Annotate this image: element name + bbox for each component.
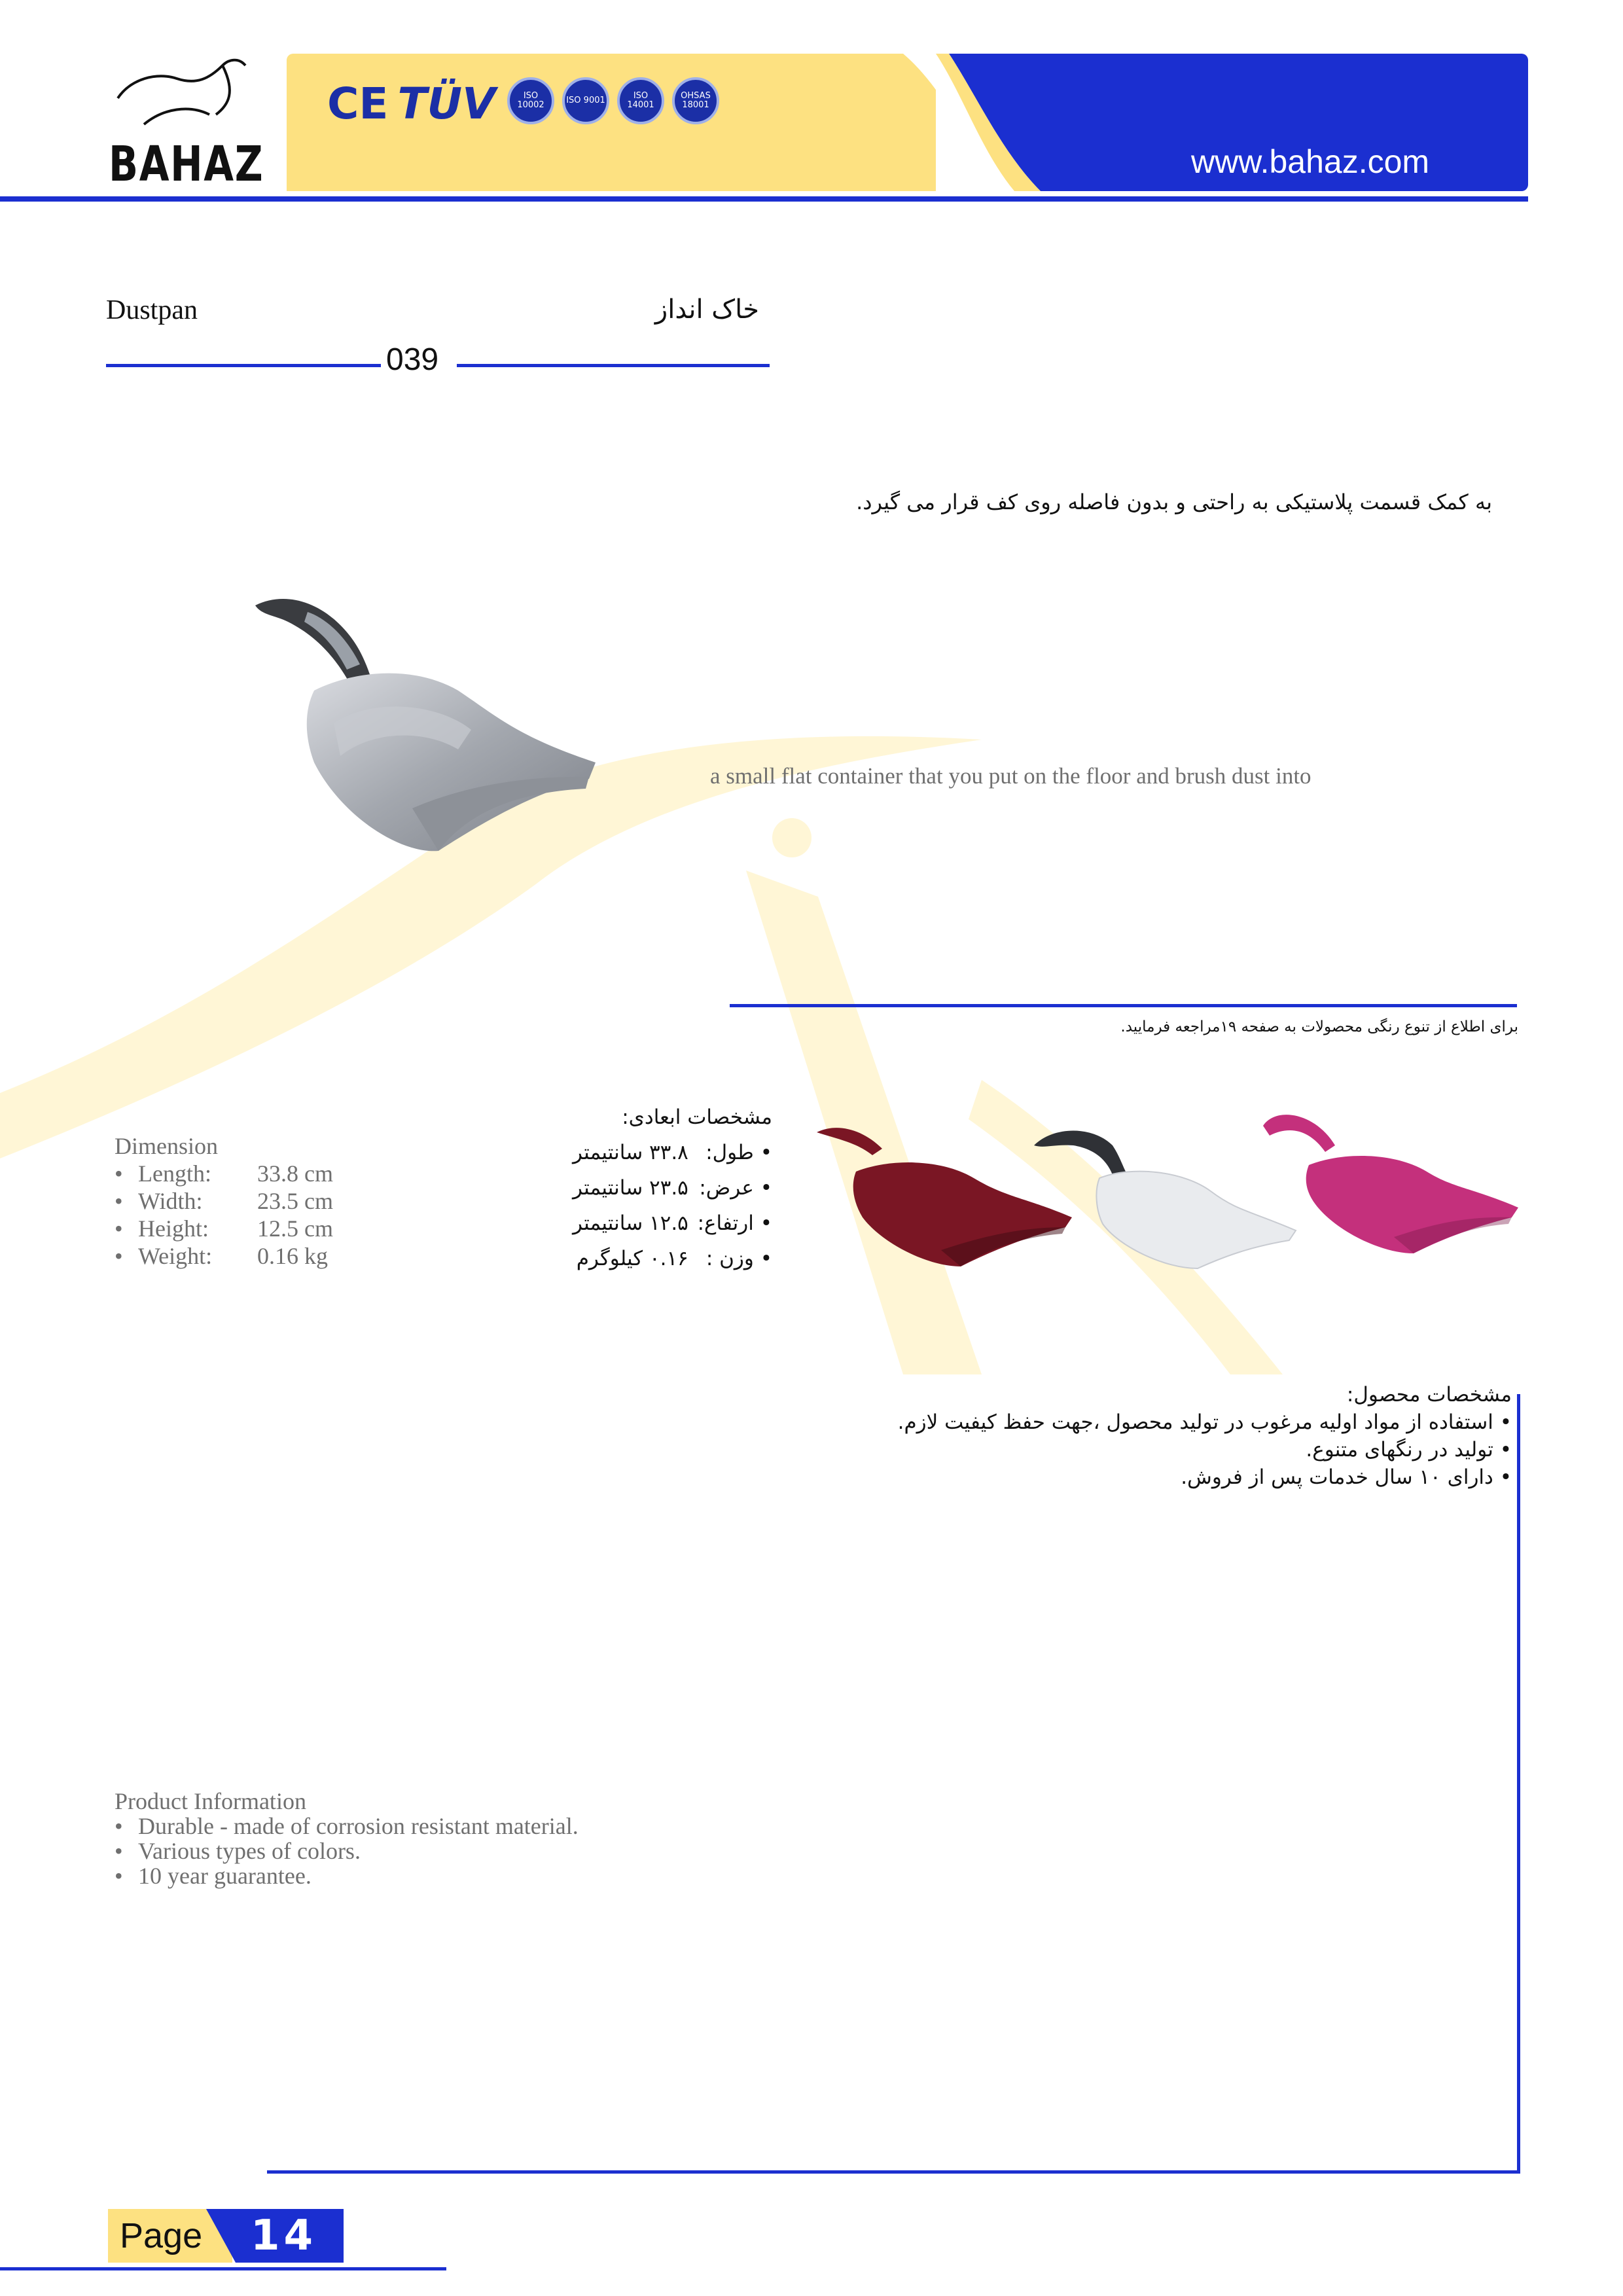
header-blue-curve — [936, 54, 1054, 191]
color-variant-pink — [1250, 1106, 1525, 1257]
info-vertical-rule — [1517, 1394, 1520, 2173]
description-en: a small flat container that you put on the floor and brush dust into — [710, 763, 1311, 789]
product-name-fa: خاک انداز — [654, 295, 759, 325]
info-en-title: Product Information — [115, 1788, 306, 1814]
ohsas-18001-badge-icon: OHSAS 18001 — [672, 77, 719, 124]
description-fa: به کمک قسمت پلاستیکی به راحتی و بدون فاصله روی کف قرار می گیرد. — [856, 490, 1492, 514]
dimension-fa-title: مشخصات ابعادی: — [622, 1105, 772, 1129]
dimension-fa-row-length: • طول:۳۳.۸ سانتیمتر — [573, 1141, 772, 1164]
dimension-en-title: Dimension — [115, 1133, 218, 1159]
color-section-rule — [730, 1004, 1517, 1007]
dustpan-image — [242, 592, 609, 867]
tuv-mark: TÜV — [397, 78, 496, 129]
info-fa-item: • تولید در رنگهای متنوع. — [1306, 1438, 1512, 1462]
dimension-fa — [510, 1100, 772, 1276]
brand-logo — [105, 52, 262, 193]
page-number: 14 — [251, 2212, 317, 2260]
info-fa-item: • استفاده از مواد اولیه مرغوب در تولید محصول ،جهت حفظ کیفیت لازم. — [897, 1410, 1512, 1434]
page-label: Page — [120, 2216, 203, 2255]
info-fa-title: مشخصات محصول: — [1346, 1383, 1512, 1407]
info-fa — [753, 1381, 1512, 1491]
horse-logo-icon — [105, 52, 262, 137]
dimension-row-height: • Height: 12.5 cm — [115, 1215, 333, 1242]
info-en-item: • 10 year guarantee. — [115, 1863, 312, 1889]
watermark-logo — [0, 687, 1309, 1407]
color-note-fa: برای اطلاع از تنوع رنگی محصولات به صفحه ۱۹مراجعه فرمایید. — [1120, 1018, 1518, 1035]
product-name-en: Dustpan — [106, 295, 198, 325]
iso-badges — [507, 77, 719, 124]
website-link[interactable]: www.bahaz.com — [1191, 143, 1430, 180]
info-en — [115, 1789, 579, 1888]
dimension-row-length: • Length: 33.8 cm — [115, 1160, 333, 1187]
bottom-rule — [267, 2170, 1520, 2174]
iso-9001-badge-icon: ISO 9001 — [562, 77, 609, 124]
page-indicator — [108, 2209, 344, 2263]
product-code: 039 — [386, 342, 439, 377]
brand-wordmark: BAHAZ — [109, 136, 264, 192]
dimension-row-width: • Width: 23.5 cm — [115, 1188, 333, 1214]
dimension-fa-row-width: • عرض:۲۳.۵ سانتیمتر — [573, 1176, 772, 1200]
title-rule-left — [106, 364, 381, 367]
dimension-row-weight: • Weight: 0.16 kg — [115, 1243, 328, 1269]
header-divider — [0, 196, 1528, 202]
quality-seal-icon: ISO 10002 — [507, 77, 554, 124]
ce-mark: CE — [327, 78, 389, 129]
footer-rule — [0, 2267, 446, 2270]
dimension-fa-row-height: • ارتفاع:۱۲.۵ سانتیمتر — [573, 1211, 772, 1235]
dimension-fa-row-weight: • وزن :۰.۱۶ کیلوگرم — [576, 1247, 772, 1270]
info-fa-item: • دارای ۱۰ سال خدمات پس از فروش. — [1181, 1465, 1512, 1489]
info-en-item: • Durable - made of corrosion resistant material. — [115, 1813, 579, 1839]
info-en-item: • Various types of colors. — [115, 1838, 361, 1864]
iso-14001-badge-icon: ISO 14001 — [617, 77, 664, 124]
dimension-en — [115, 1132, 333, 1270]
title-rule-right — [457, 364, 770, 367]
certification-marks — [327, 77, 495, 130]
